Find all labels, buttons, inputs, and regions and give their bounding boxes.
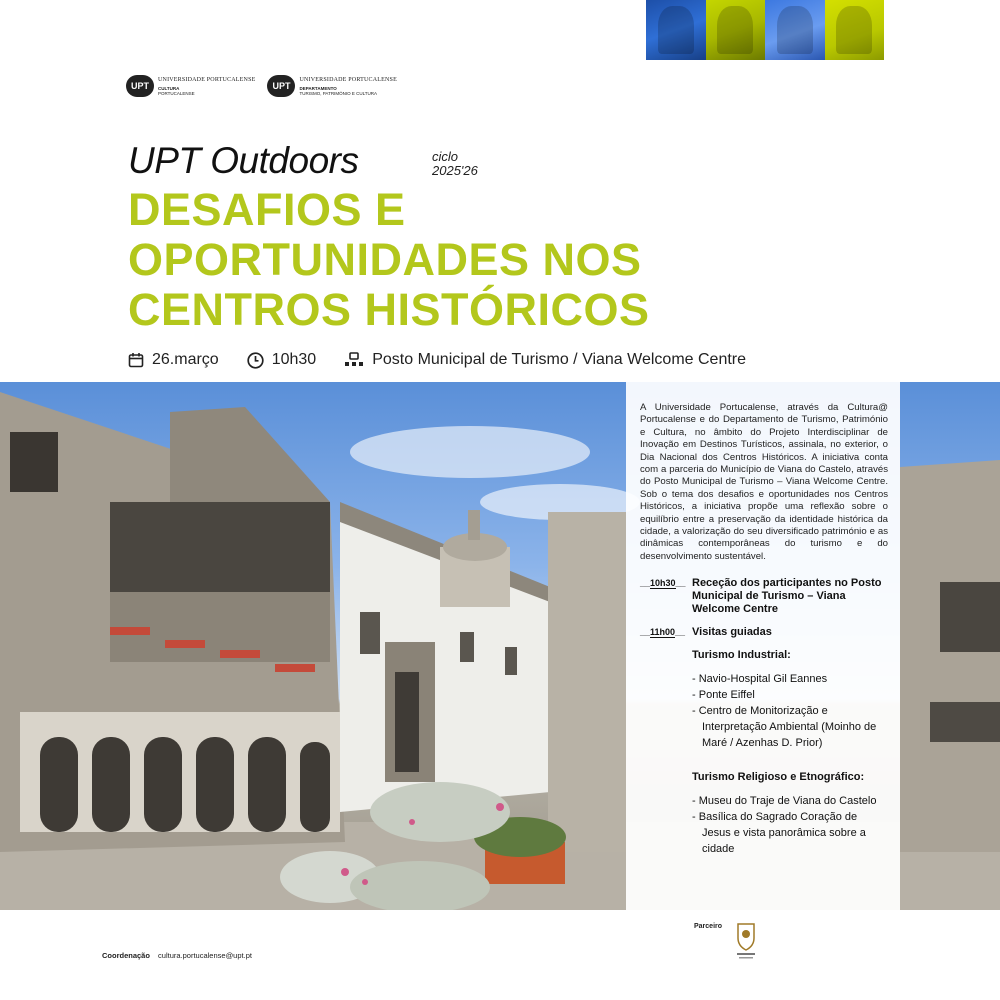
- cycle-text: ciclo: [432, 149, 459, 164]
- cycle-label: [432, 150, 478, 178]
- event-date-text: 26.março: [152, 351, 219, 368]
- event-location: [344, 351, 746, 369]
- logo-unit-line2: TURISMO, PATRIMÓNIO E CULTURA: [299, 90, 377, 96]
- series-title: UPT Outdoors: [128, 140, 359, 181]
- schedule-item: [640, 577, 888, 616]
- headline-line-1: DESAFIOS E: [128, 184, 406, 235]
- list-item: - Navio-Hospital Gil Eannes: [692, 671, 888, 687]
- info-panel: [626, 382, 900, 910]
- schedule-title: Visitas guiadas: [692, 626, 772, 639]
- schedule-time: __11h00__: [640, 627, 686, 638]
- header-image-strip: [646, 0, 884, 60]
- group-title-industrial: Turismo Industrial:: [692, 649, 791, 662]
- event-time: [247, 351, 317, 369]
- headline-line-2: OPORTUNIDADES NOS: [128, 234, 642, 285]
- schedule-title: Receção dos participantes no Posto Municipal de Turismo – Viana Welcome Centre: [692, 577, 882, 616]
- event-time-text: 10h30: [271, 351, 317, 368]
- clock-icon: [247, 352, 264, 369]
- religioso-list: [692, 793, 888, 857]
- coordination-email[interactable]: cultura.portucalense@upt.pt: [158, 951, 252, 960]
- strip-tile-blue-light: [765, 0, 825, 60]
- location-icon: [344, 352, 364, 368]
- logo-unit-line2: PORTUCALENSE: [158, 90, 195, 96]
- strip-tile-blue: [646, 0, 706, 60]
- event-date: [128, 351, 219, 369]
- list-item: - Basílica do Sagrado Coração de Jesus e vista panorâmica sobre a cidade: [692, 809, 888, 857]
- logo-name: UNIVERSIDADE PORTUCALENSE: [299, 76, 397, 83]
- partner-label: Parceiro: [694, 923, 723, 930]
- intro-paragraph: A Universidade Portucalense, através da Cultura@ Portucalense e do Departamento de Turismo, Património e Cultura, no âmbito do Projeto Interdisciplinar de Inovação em Destinos Turísticos, assinala, no exterior, o Dia Nacional dos Centros Históricos. A iniciativa conta com a parceria do Município de Viana do Castelo, através do Posto Municipal de Turismo – Viana Welcome Centre. Sob o tema dos desafios e oportunidades nos Centros Históricos, a iniciativa propõe uma reflexão sobre o equilíbrio entre a preservação da identidade histórica da cidade, a valorização do seu diversificado património e as dinâmicas contemporâneas do turismo e do desenvolvimento sustentável.: [640, 402, 888, 562]
- schedule-time: __10h30__: [640, 578, 686, 589]
- upt-logo-icon: UPT: [267, 75, 295, 97]
- logo-unit-line1: DEPARTAMENTO: [299, 85, 337, 91]
- schedule-item: [640, 626, 888, 639]
- logo-unit-line1: CULTURA: [158, 85, 180, 91]
- logo-departamento: [267, 75, 396, 97]
- event-meta: [128, 351, 774, 369]
- strip-tile-green: [706, 0, 766, 60]
- upt-logo-icon: UPT: [126, 75, 154, 97]
- partner-crest-icon: [734, 920, 758, 960]
- logo-group: [126, 75, 397, 97]
- industrial-list: [692, 671, 888, 751]
- logo-name: UNIVERSIDADE PORTUCALENSE: [158, 76, 256, 83]
- logo-cultura-portucalense: [126, 75, 255, 97]
- coordination-label: Coordenação: [102, 951, 150, 960]
- list-item: - Ponte Eiffel: [692, 687, 888, 703]
- strip-tile-lime: [825, 0, 885, 60]
- headline-line-3: CENTROS HISTÓRICOS: [128, 284, 650, 335]
- event-headline: [128, 185, 808, 335]
- list-item: - Museu do Traje de Viana do Castelo: [692, 793, 888, 809]
- schedule: [640, 577, 888, 857]
- list-item: - Centro de Monitorização e Interpretação Ambiental (Moinho de Maré / Azenhas D. Prior): [692, 703, 888, 751]
- coordination-line: [102, 951, 252, 960]
- cycle-year: 2025'26: [432, 163, 478, 178]
- group-title-religioso: Turismo Religioso e Etnográfico:: [692, 771, 865, 784]
- calendar-icon: [128, 352, 144, 368]
- event-location-text: Posto Municipal de Turismo / Viana Welcome Centre: [372, 351, 747, 368]
